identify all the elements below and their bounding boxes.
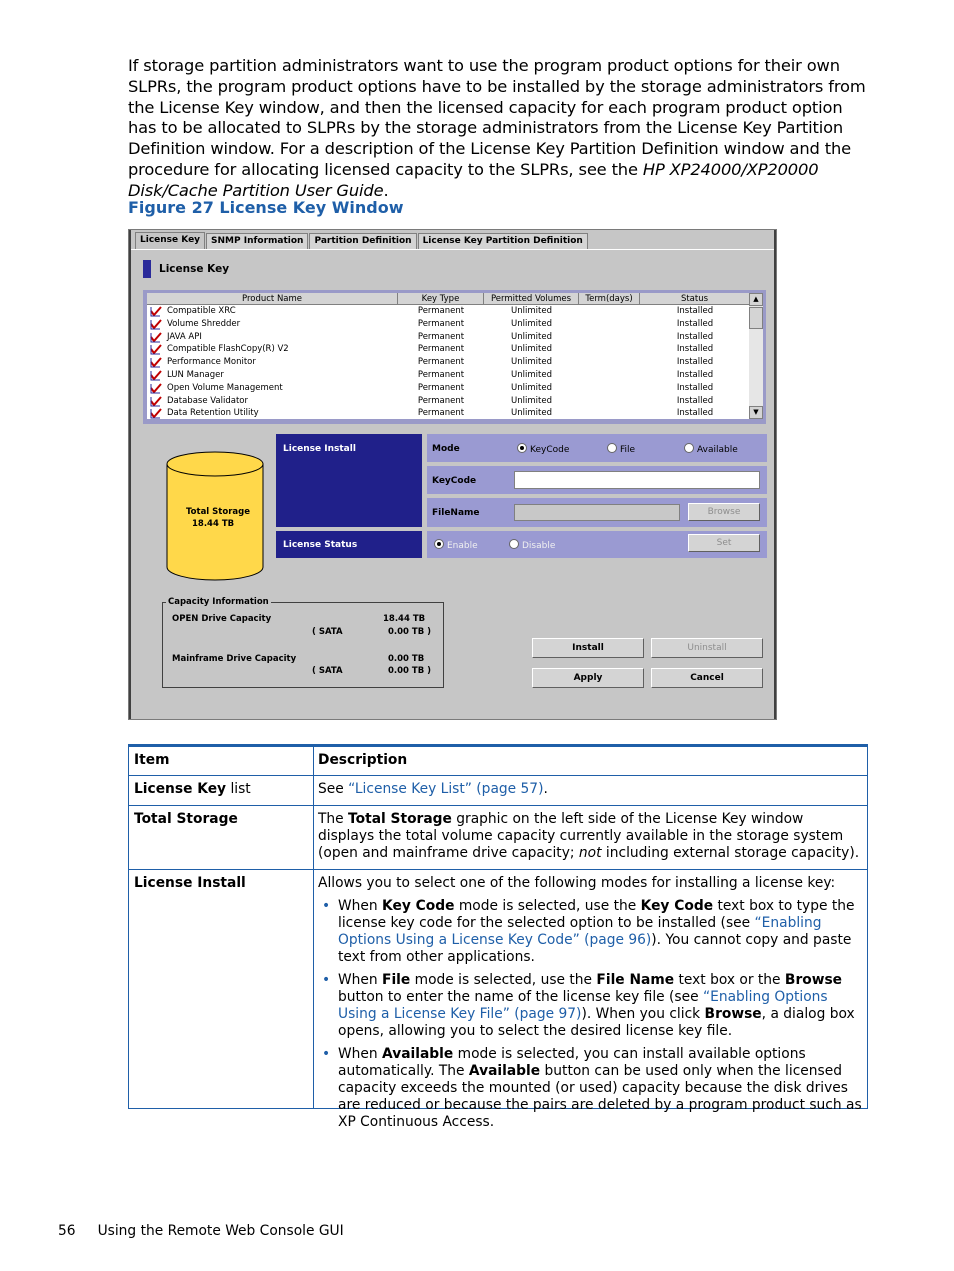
table-row[interactable] (147, 382, 750, 395)
apply-button[interactable]: Apply (532, 668, 644, 688)
checkmark-icon (150, 306, 162, 317)
scroll-down-icon[interactable]: ▼ (749, 406, 763, 419)
table-row[interactable] (147, 343, 750, 356)
desc-text: mode is selected, use the (454, 898, 641, 914)
window-left-edge (129, 230, 131, 719)
desc-bold: File Name (596, 972, 675, 988)
desc-text: button can be used only when the licensed capacity exceeds the mounted (or used) capacity because the disk drives are reduced or because the pairs are deleted by a program product such as XP Continuous Access. (338, 1063, 862, 1130)
table-cell (147, 395, 398, 408)
table-cell (147, 318, 398, 331)
keycode-panel (427, 466, 767, 494)
desc-text: mode is selected, you can install available options automatically. The (338, 1046, 806, 1079)
table-cell: Installed (676, 382, 714, 393)
install-button[interactable]: Install (532, 638, 644, 658)
column-divider (313, 747, 314, 775)
table-cell: Unlimited (511, 369, 552, 380)
keycode-input[interactable] (514, 471, 760, 489)
table-cell: Installed (676, 344, 714, 355)
table-cell (147, 305, 398, 318)
table-cell (579, 369, 640, 382)
intro-text-end: . (383, 180, 389, 200)
license-key-list-link[interactable]: “License Key List” (page 57) (348, 781, 544, 797)
license-key-table (147, 293, 750, 419)
desc-text: , a dialog box opens, allowing you to select the desired license key file. (338, 1006, 855, 1039)
row-desc-license-key (318, 781, 863, 798)
list-item (318, 972, 863, 1040)
page-number: 56 (58, 1223, 76, 1239)
desc-bold: Available (382, 1046, 454, 1062)
product-name: LUN Manager (167, 369, 224, 380)
tab-snmp-information[interactable]: SNMP Information (206, 233, 308, 249)
table-cell: Permanent (417, 408, 465, 419)
col-product-name[interactable]: Product Name (147, 293, 398, 305)
row-desc-total-storage (318, 811, 863, 862)
intro-text: If storage partition administrators want to use the program product options for their own SLPRs, the program product options have to be installed by the storage administrators from the License Key window, and then the licensed capacity for each program product option has to be allocated to SLPRs by the storage administrators from the License Key Partition Definition window. For a description of the License Key Partition Definition window and the procedure for allocating licensed capacity to the SLPRs, see the (128, 56, 866, 179)
table-body (147, 305, 750, 419)
table-cell (579, 331, 640, 344)
desc-text: text box or the (674, 972, 785, 988)
product-name: JAVA API (167, 331, 202, 342)
row-item-license-install: License Install (134, 875, 246, 891)
license-status-label: License Status (283, 540, 358, 550)
tab-license-key-partition-definition[interactable]: License Key Partition Definition (418, 233, 588, 249)
table-cell: Permanent (417, 395, 465, 406)
table-header-row (128, 747, 868, 776)
total-storage-cylinder-icon (165, 450, 265, 585)
radio-selected-icon[interactable] (517, 443, 527, 453)
uninstall-button[interactable]: Uninstall (651, 638, 763, 658)
table-row[interactable] (147, 331, 750, 344)
row-item-total-storage: Total Storage (134, 811, 238, 827)
desc-text: The (318, 811, 349, 827)
desc-text: graphic on the left side of the License Key window displays the total volume capacity currently available in the storage system (open and mainframe drive capacity; (318, 811, 844, 861)
open-drive-value: 18.44 TB (383, 614, 426, 624)
table-cell (147, 407, 398, 419)
mode-label: Mode (432, 444, 460, 454)
desc-bold: File (382, 972, 411, 988)
table-cell: Permanent (417, 369, 465, 380)
section-title-text: License Key (159, 263, 230, 275)
table-scrollbar[interactable] (749, 293, 763, 419)
status-disable-label: Disable (522, 541, 556, 551)
table-row[interactable] (147, 356, 750, 369)
header-description: Description (318, 752, 408, 768)
window-right-edge (774, 230, 776, 719)
table-cell: Permanent (417, 318, 465, 329)
desc-bold: Browse (704, 1006, 762, 1022)
checkmark-icon (150, 319, 162, 330)
table-cell: Unlimited (511, 306, 552, 316)
mode-available-label: Available (697, 445, 738, 455)
filename-label: FileName (432, 508, 480, 518)
radio-icon[interactable] (607, 443, 617, 453)
desc-text: When (338, 898, 383, 914)
product-name: Database Validator (167, 395, 248, 406)
desc-text: including external storage capacity). (601, 845, 860, 861)
table-cell: Installed (676, 369, 714, 380)
table-cell: Installed (676, 318, 714, 329)
col-term-days[interactable]: Term(days) (579, 293, 640, 305)
table-cell: Unlimited (511, 357, 552, 368)
table-row[interactable] (147, 318, 750, 331)
table-cell (579, 382, 640, 395)
table-row[interactable] (147, 395, 750, 408)
browse-button[interactable]: Browse (688, 503, 760, 521)
mainframe-drive-value: 0.00 TB (388, 654, 425, 664)
desc-text: When (338, 972, 383, 988)
table-header (147, 293, 750, 305)
table-cell (579, 305, 640, 318)
license-key-list (143, 290, 766, 424)
list-item (318, 898, 863, 966)
license-status-panel (276, 531, 422, 558)
table-cell: Unlimited (511, 331, 552, 342)
table-cell: Installed (676, 395, 714, 406)
tab-partition-definition[interactable]: Partition Definition (309, 233, 416, 249)
col-status[interactable]: Status (640, 293, 750, 305)
desc-text: ). You cannot copy and paste text from other applications. (338, 932, 852, 965)
mode-file-label: File (620, 445, 636, 455)
footer-section: Using the Remote Web Console GUI (97, 1223, 344, 1239)
radio-icon[interactable] (684, 443, 694, 453)
mode-available-radio[interactable] (684, 443, 738, 455)
desc-text: See (318, 781, 349, 797)
product-name: Compatible XRC (167, 306, 236, 316)
desc-italic: not (578, 845, 602, 861)
header-item: Item (134, 752, 170, 768)
product-name: Compatible FlashCopy(R) V2 (167, 344, 289, 355)
product-name: Volume Shredder (167, 318, 241, 329)
desc-text: text box to type the license key code for the selected option to be installed (see (338, 898, 855, 931)
mainframe-sata-label: ( SATA (312, 666, 343, 676)
license-key-window (128, 229, 777, 720)
desc-text: . (543, 781, 548, 797)
column-divider (313, 870, 314, 1108)
set-button[interactable]: Set (688, 534, 760, 552)
license-install-panel (276, 434, 422, 527)
table-row[interactable] (147, 305, 750, 318)
desc-bold: Available (468, 1063, 541, 1079)
table-cell: Installed (676, 331, 714, 342)
status-enable-radio[interactable] (434, 539, 478, 551)
desc-lead: Allows you to select one of the following modes for installing a license key: (318, 875, 836, 891)
table-cell: Unlimited (511, 318, 552, 329)
checkmark-icon (150, 332, 162, 343)
filename-panel (427, 498, 767, 527)
table-cell (579, 356, 640, 369)
scroll-up-icon[interactable]: ▲ (749, 293, 763, 306)
desc-text: mode is selected, use the (410, 972, 597, 988)
checkmark-icon (150, 370, 162, 381)
table-cell (579, 318, 640, 331)
desc-bold: Key Code (640, 898, 714, 914)
radio-selected-icon[interactable] (434, 539, 444, 549)
row-desc-license-install (318, 875, 863, 1131)
radio-icon[interactable] (509, 539, 519, 549)
figure-caption: Figure 27 License Key Window (128, 198, 404, 217)
table-cell: Installed (676, 306, 714, 316)
cancel-button[interactable]: Cancel (651, 668, 763, 688)
table-cell (147, 331, 398, 344)
table-row (128, 776, 868, 806)
desc-text: button to enter the name of the license key file (see (338, 989, 703, 1005)
table-cell: Unlimited (511, 344, 552, 355)
table-cell: Permanent (417, 344, 465, 355)
product-name: Open Volume Management (167, 382, 283, 393)
table-cell: Unlimited (511, 382, 552, 393)
filename-input[interactable] (514, 504, 680, 521)
checkmark-icon (150, 383, 162, 394)
status-enable-label: Enable (447, 541, 478, 551)
checkmark-icon (150, 357, 162, 368)
table-cell: Permanent (417, 331, 465, 342)
table-row (128, 806, 868, 870)
license-install-label: License Install (283, 444, 356, 454)
keycode-label: KeyCode (432, 476, 477, 486)
table-row (128, 870, 868, 1130)
tab-divider (131, 249, 774, 250)
table-cell: Unlimited (511, 408, 552, 419)
table-cell (147, 356, 398, 369)
open-drive-label: OPEN Drive Capacity (172, 614, 272, 624)
table-cell: Permanent (417, 357, 465, 368)
mode-panel (427, 434, 767, 462)
guide-title: HP XP24000/XP20000 Disk/Cache Partition User Guide (128, 159, 819, 200)
page-footer (58, 1223, 344, 1239)
desc-text: When (338, 1046, 383, 1062)
status-panel (427, 531, 767, 558)
table-cell (147, 343, 398, 356)
scroll-thumb[interactable] (749, 307, 763, 329)
product-name: Performance Monitor (167, 357, 256, 368)
total-storage-label: Total Storage (186, 507, 250, 517)
table-row[interactable] (147, 407, 750, 419)
mainframe-sata-value: 0.00 TB ) (388, 666, 432, 676)
open-sata-label: ( SATA (312, 627, 343, 637)
mode-keycode-label: KeyCode (530, 445, 570, 455)
status-disable-radio[interactable] (509, 539, 555, 551)
mainframe-drive-label: Mainframe Drive Capacity (172, 654, 297, 664)
desc-text: ). When you click (581, 1006, 705, 1022)
table-row[interactable] (147, 369, 750, 382)
title-bar-marker (143, 260, 151, 278)
table-cell: Unlimited (511, 395, 552, 406)
product-name: Data Retention Utility (167, 408, 259, 419)
total-storage-value: 18.44 TB (192, 519, 235, 529)
checkmark-icon (150, 396, 162, 407)
table-cell: Installed (676, 357, 714, 368)
col-key-type[interactable]: Key Type (398, 293, 484, 305)
mode-keycode-radio[interactable] (517, 443, 569, 455)
table-cell (579, 395, 640, 408)
list-item (318, 1046, 863, 1131)
item-bold: License Key (134, 781, 227, 797)
item-rest: list (226, 781, 251, 797)
column-divider (313, 806, 314, 869)
column-divider (313, 776, 314, 805)
mode-file-radio[interactable] (607, 443, 635, 455)
tab-license-key[interactable]: License Key (135, 232, 205, 250)
table-cell (579, 407, 640, 419)
capacity-information-title: Capacity Information (168, 597, 269, 607)
enabling-key-file-link[interactable]: “Enabling Options Using a License Key File” (page 97) (338, 989, 828, 1022)
table-cell (147, 382, 398, 395)
enabling-key-code-link[interactable]: “Enabling Options Using a License Key Code” (page 96) (338, 915, 822, 948)
table-cell (147, 369, 398, 382)
row-item-license-key (134, 781, 251, 797)
table-cell: Permanent (417, 382, 465, 393)
desc-bold: Total Storage (348, 811, 452, 827)
col-permitted-volumes[interactable]: Permitted Volumes (484, 293, 579, 305)
checkmark-icon (150, 344, 162, 355)
checkmark-icon (150, 408, 162, 419)
desc-bold: Browse (784, 972, 843, 988)
open-sata-value: 0.00 TB ) (388, 627, 432, 637)
table-cell (579, 343, 640, 356)
section-title (143, 260, 229, 278)
tab-bar (135, 233, 589, 250)
table-cell: Permanent (417, 306, 465, 316)
desc-bold: Key Code (382, 898, 455, 914)
intro-paragraph (128, 56, 873, 202)
table-cell: Installed (676, 408, 714, 419)
